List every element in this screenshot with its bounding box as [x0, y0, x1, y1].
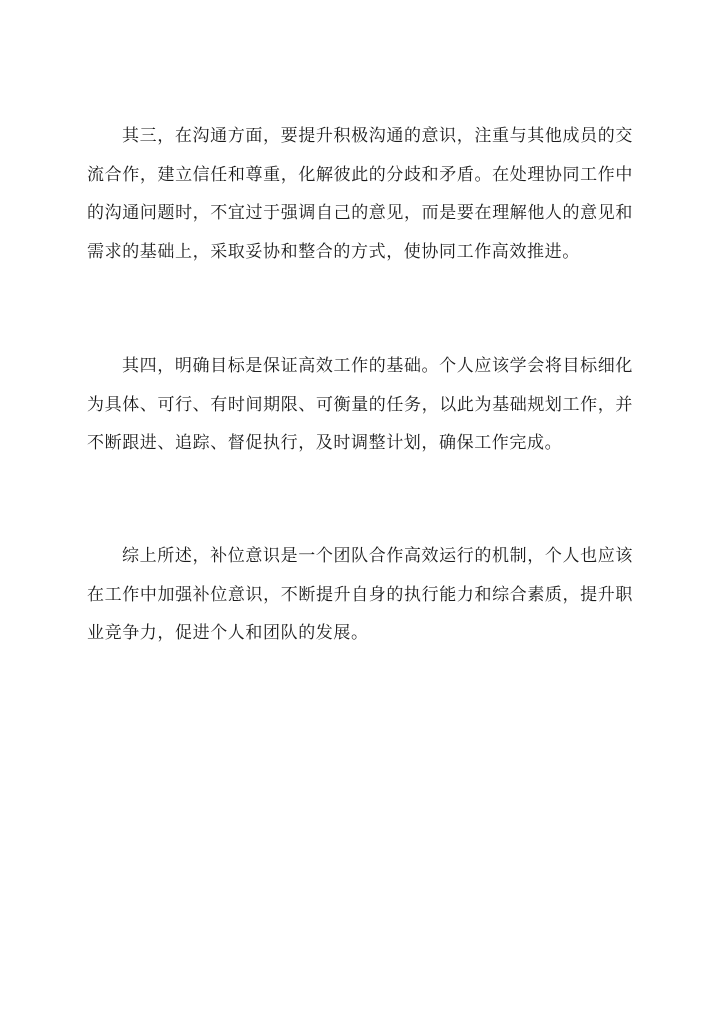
paragraph-communication: 其三，在沟通方面，要提升积极沟通的意识，注重与其他成员的交流合作，建立信任和尊重，化解彼此的分歧和矛盾。在处理协同工作中的沟通问题时，不宜过于强调自己的意见，而是要在理解他人的意见和需求的基础上，采取妥协和整合的方式，使协同工作高效推进。 — [87, 126, 633, 262]
paragraph-goals: 其四，明确目标是保证高效工作的基础。个人应该学会将目标细化为具体、可行、有时间期限、可衡量的任务，以此为基础规划工作，并不断跟进、追踪、督促执行，及时调整计划，确保工作完成。 — [87, 356, 633, 453]
paragraph-conclusion: 综上所述，补位意识是一个团队合作高效运行的机制，个人也应该在工作中加强补位意识，不断提升自身的执行能力和综合素质，提升职业竞争力，促进个人和团队的发展。 — [87, 546, 633, 643]
